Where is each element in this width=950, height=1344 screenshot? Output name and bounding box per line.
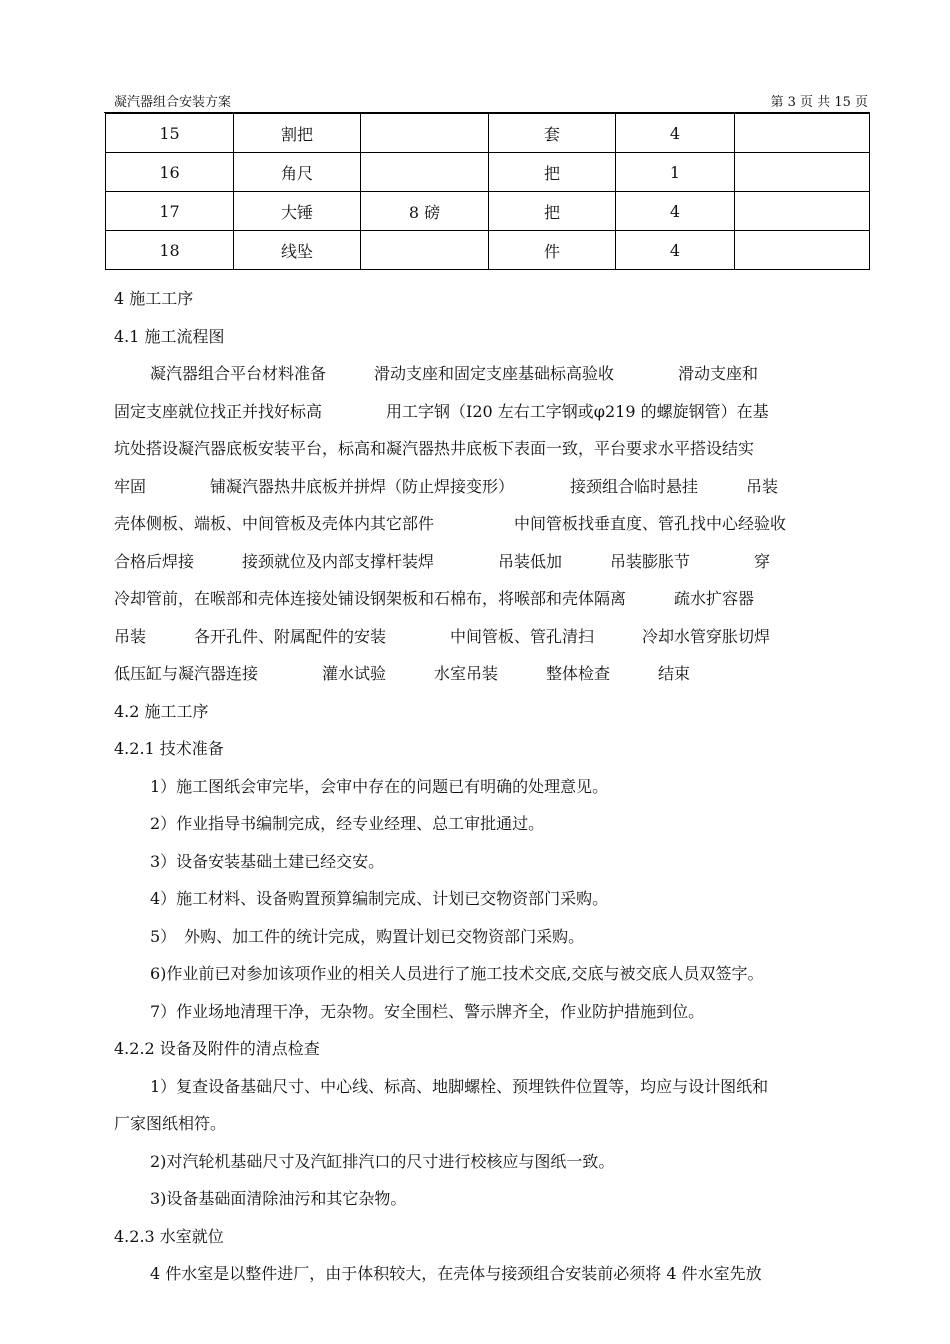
document-title: 凝汽器组合安装方案 [114, 95, 232, 110]
list-item: 1）复查设备基础尺寸、中心线、标高、地脚螺栓、预埋铁件位置等，均应与设计图纸和 [150, 1076, 769, 1096]
section-heading: 4.2 施工工序 [114, 701, 209, 721]
flow-line: 冷却管前，在喉部和壳体连接处铺设钢架板和石棉布，将喉部和壳体隔离 疏水扩容器 [114, 589, 755, 608]
table-row [106, 153, 870, 192]
subsection-heading: 4.2.3 水室就位 [114, 1226, 224, 1246]
subsection-heading: 4.2.2 设备及附件的清点检查 [114, 1039, 320, 1058]
flow-line: 坑处搭设凝汽器底板安装平台，标高和凝汽器热井底板下表面一致，平台要求水平搭设结实 [114, 439, 755, 458]
table-cell: 1 [616, 153, 735, 192]
table-cell: 4 [616, 231, 735, 270]
page-number: 第 3 页 共 15 页 [770, 95, 868, 110]
table-cell: 套 [489, 114, 616, 153]
table-cell [735, 192, 870, 231]
table-cell: 把 [489, 192, 616, 231]
table-cell [361, 231, 489, 270]
table-cell: 8 磅 [361, 192, 489, 231]
flow-chart-text [114, 355, 884, 693]
list-item: 7）作业场地清理干净，无杂物。安全围栏、警示牌齐全，作业防护措施到位。 [150, 1001, 705, 1021]
list-item: 6)作业前已对参加该项作业的相关人员进行了施工技术交底,交底与被交底人员双签字。 [150, 964, 764, 983]
flow-line: 固定支座就位找正并找好标高 用工字钢（I20 左右工字钢或φ219 的螺旋钢管）在基 [114, 401, 769, 421]
list-item: 3）设备安装基础土建已经交安。 [150, 851, 385, 871]
page-header [114, 93, 868, 113]
flow-line: 壳体侧板、端板、中间管板及壳体内其它部件 中间管板找垂直度、管孔找中心经验收 [114, 514, 787, 533]
table-cell: 大锤 [234, 192, 361, 231]
table-cell: 4 [616, 192, 735, 231]
flow-line: 合格后焊接 接颈就位及内部支撑杆装焊 吊装低加 吊装膨胀节 穿 [114, 551, 771, 571]
table-cell [361, 153, 489, 192]
flow-line: 低压缸与凝汽器连接 灌水试验 水室吊装 整体检查 结束 [114, 664, 691, 683]
table-cell: 17 [106, 192, 234, 231]
paragraph: 4 件水室是以整件进厂，由于体积较大，在壳体与接颈组合安装前必须将 4 件水室先放 [150, 1264, 762, 1283]
tools-table [105, 113, 870, 270]
list-item: 5） 外购、加工件的统计完成，购置计划已交物资部门采购。 [150, 926, 585, 946]
table-cell [735, 114, 870, 153]
table-cell: 4 [616, 114, 735, 153]
table-row [106, 231, 870, 270]
section-heading: 4.1 施工流程图 [114, 326, 225, 346]
list-item: 4）施工材料、设备购置预算编制完成、计划已交物资部门采购。 [150, 889, 609, 908]
list-item: 2）作业指导书编制完成，经专业经理、总工审批通过。 [150, 814, 545, 833]
table-cell: 割把 [234, 114, 361, 153]
list-item: 2)对汽轮机基础尺寸及汽缸排汽口的尺寸进行校核应与图纸一致。 [150, 1151, 615, 1171]
flow-line: 牢固 铺凝汽器热井底板并拼焊（防止焊接变形） 接颈组合临时悬挂 吊装 [114, 476, 779, 496]
table-cell [735, 231, 870, 270]
table-row [106, 114, 870, 153]
table-cell: 16 [106, 153, 234, 192]
flow-line: 吊装 各开孔件、附属配件的安装 中间管板、管孔清扫 冷却水管穿胀切焊 [114, 626, 771, 646]
table-cell: 15 [106, 114, 234, 153]
table-cell: 把 [489, 153, 616, 192]
list-item-continuation: 厂家图纸相符。 [114, 1114, 227, 1133]
subsection-heading: 4.2.1 技术准备 [114, 739, 224, 758]
section-heading: 4 施工工序 [114, 289, 194, 308]
table-cell: 线坠 [234, 231, 361, 270]
table-cell [361, 114, 489, 153]
table-cell: 18 [106, 231, 234, 270]
list-item: 1）施工图纸会审完毕，会审中存在的问题已有明确的处理意见。 [150, 776, 609, 796]
table-cell: 件 [489, 231, 616, 270]
list-item: 3)设备基础面清除油污和其它杂物。 [150, 1189, 407, 1208]
flow-line: 凝汽器组合平台材料准备 滑动支座和固定支座基础标高验收 滑动支座和 [150, 364, 759, 383]
document-body [114, 280, 884, 1293]
table-cell: 角尺 [234, 153, 361, 192]
table-cell [735, 153, 870, 192]
table-row [106, 192, 870, 231]
